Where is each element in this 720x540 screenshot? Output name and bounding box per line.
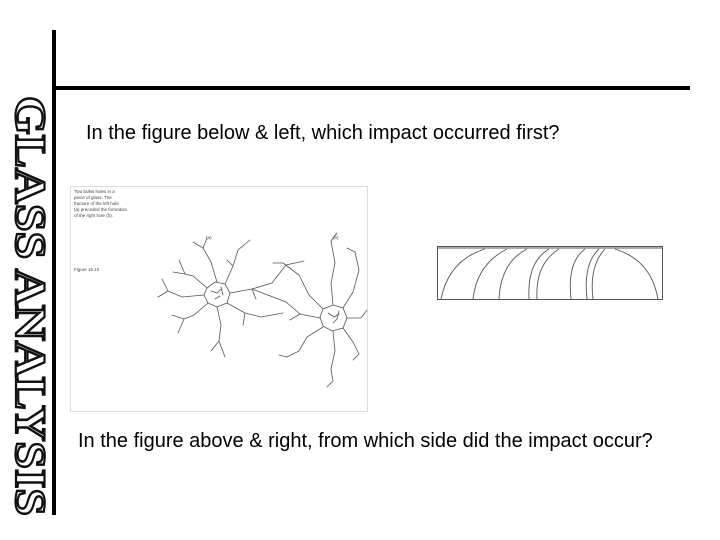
side-title-text: GLASS ANALYSIS: [6, 96, 53, 459]
question-1: In the figure below & left, which impact occurred first?: [86, 122, 560, 144]
caption-line: of the right hole (b).: [74, 213, 114, 218]
horizontal-divider: [52, 86, 690, 90]
bullet-holes-figure: [70, 186, 368, 412]
figure-label-b: (b): [333, 235, 339, 240]
figure-number: Figure 15.10: [74, 267, 100, 272]
figure-caption: [74, 189, 128, 218]
fracture-edge-figure: [437, 246, 663, 300]
figure-label-a: (a): [206, 235, 212, 240]
caption-line: (a) preceded the formation: [74, 207, 128, 212]
side-title: [3, 92, 53, 520]
hole-b: [320, 305, 347, 331]
caption-line: Two bullet holes in a: [74, 189, 115, 194]
question-2: In the figure above & right, from which side did the impact occur?: [78, 430, 653, 452]
caption-line: piece of glass. The: [74, 195, 112, 200]
caption-line: fracture of the left hole: [74, 201, 119, 206]
